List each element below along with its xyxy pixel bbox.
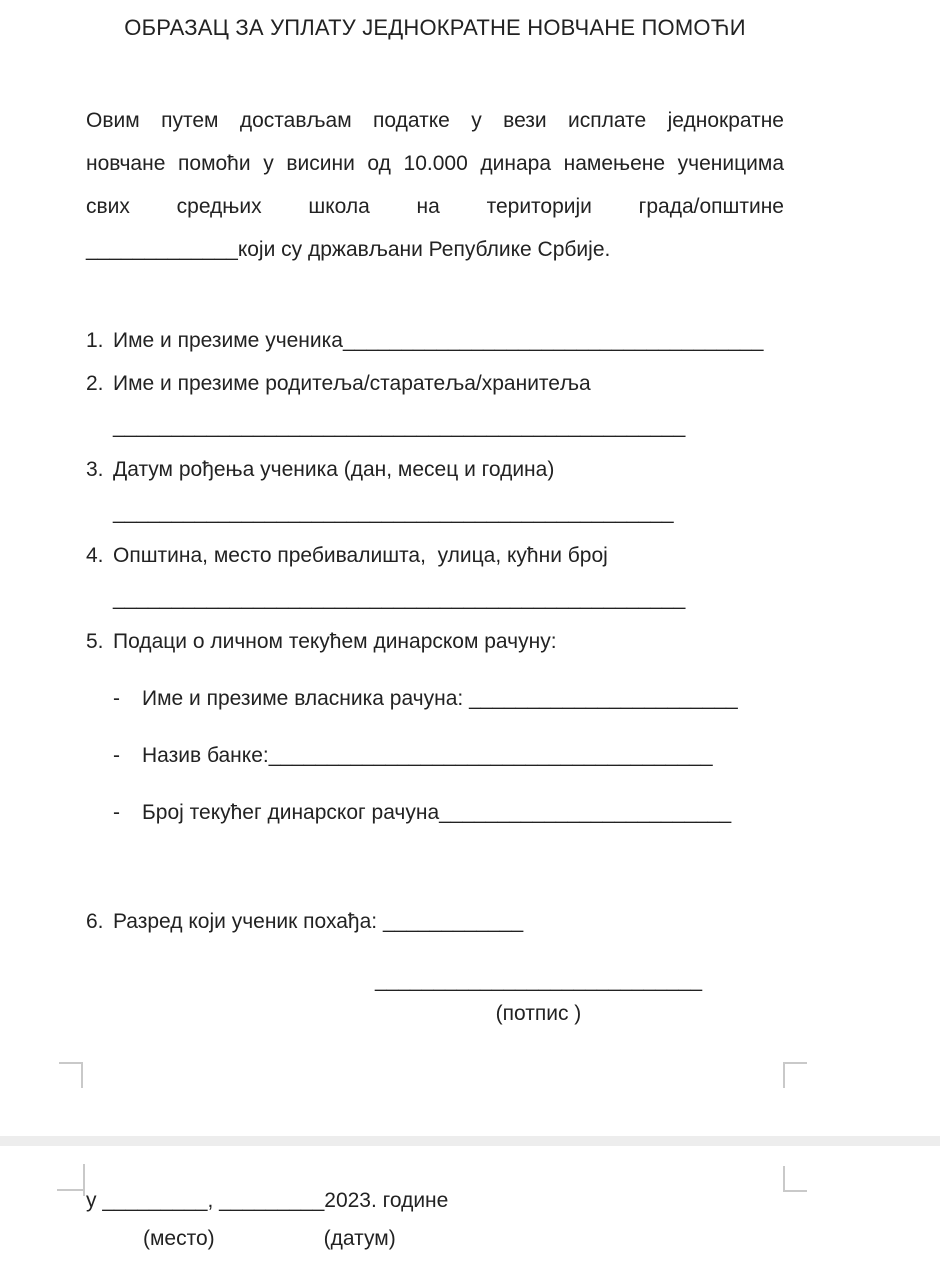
item-3-fill-line: ________________________________________________ bbox=[113, 501, 674, 524]
item-5-number: 5. bbox=[86, 630, 104, 653]
intro-line-4-with-blank: _____________који су држављани Републике Србије. bbox=[86, 238, 611, 261]
item-4-number: 4. bbox=[86, 544, 104, 567]
u-prefix: у bbox=[86, 1189, 103, 1212]
item-2-fill-line: _________________________________________________ bbox=[113, 415, 686, 438]
dash-bullet: - bbox=[113, 744, 120, 767]
intro-line-3: свих средњих школа на територији града/општине bbox=[86, 195, 784, 218]
signature-block bbox=[375, 963, 702, 1029]
place-date-captions bbox=[86, 1224, 448, 1254]
intro-paragraph bbox=[86, 99, 784, 271]
sub-item-account-owner bbox=[113, 677, 784, 720]
document-title: ОБРАЗАЦ ЗА УПЛАТУ ЈЕДНОКРАТНЕ НОВЧАНЕ ПОМОЋИ bbox=[124, 15, 746, 40]
sub-item-bank-name bbox=[113, 734, 784, 777]
separator-comma: , bbox=[207, 1189, 220, 1212]
page1-bottom-left-margin-mark bbox=[59, 1062, 83, 1088]
sub-item-2-fill-blank: ______________________________________ bbox=[268, 744, 713, 767]
page-break-gap bbox=[0, 1136, 940, 1146]
item-3-label: Датум рођења ученика (дан, месец и година) bbox=[113, 458, 555, 481]
sub-item-1-label: Име и презиме власника рачуна: bbox=[142, 687, 470, 710]
list-item-1 bbox=[86, 319, 784, 362]
place-caption: (место) bbox=[143, 1227, 215, 1250]
intro-line-1: Овим путем достављам податке у вези исплате једнократне bbox=[86, 109, 784, 132]
page2-top-left-margin-mark bbox=[57, 1189, 85, 1191]
signature-caption: (потпис ) bbox=[495, 1002, 582, 1025]
signature-line: ____________________________ bbox=[375, 969, 703, 992]
year-text: 2023. године bbox=[324, 1189, 449, 1212]
date-fill-blank: _________ bbox=[219, 1189, 325, 1212]
sub-item-account-number bbox=[113, 791, 784, 834]
sub-item-3-label: Број текућег динарског рачуна bbox=[142, 801, 440, 824]
item-1-fill-blank: ____________________________________ bbox=[342, 329, 764, 352]
item-3-number: 3. bbox=[86, 458, 104, 481]
page2-top-left-margin-mark bbox=[83, 1164, 85, 1196]
item-2-number: 2. bbox=[86, 372, 104, 395]
dash-bullet: - bbox=[113, 801, 120, 824]
item-1-label: Име и презиме ученика bbox=[113, 329, 343, 352]
sub-item-3-fill-blank: _________________________ bbox=[439, 801, 732, 824]
place-fill-blank: _________ bbox=[102, 1189, 208, 1212]
item-5-label: Подаци о личном текућем динарском рачуну: bbox=[113, 630, 557, 653]
list-item-3 bbox=[86, 448, 784, 491]
place-date-line bbox=[86, 1186, 448, 1216]
numbered-list bbox=[86, 319, 784, 943]
item-6-fill-blank: ____________ bbox=[382, 910, 524, 933]
list-item-6 bbox=[86, 900, 784, 943]
list-item-5 bbox=[86, 620, 784, 663]
item-4-label: Општина, место пребивалишта, улица, кућни број bbox=[113, 544, 608, 567]
item-1-number: 1. bbox=[86, 329, 104, 352]
date-caption: (датум) bbox=[323, 1227, 396, 1250]
intro-line-2: новчане помоћи у висини од 10.000 динара намењене ученицима bbox=[86, 152, 784, 175]
page2-top-right-margin-mark bbox=[783, 1166, 807, 1192]
item-6-number: 6. bbox=[86, 910, 104, 933]
page1-bottom-right-margin-mark bbox=[783, 1062, 807, 1088]
place-date-block bbox=[86, 1186, 448, 1254]
sub-item-1-fill-blank: _______________________ bbox=[469, 687, 738, 710]
item-6-label: Разред који ученик похађа: bbox=[113, 910, 383, 933]
sub-item-2-label: Назив банке: bbox=[142, 744, 269, 767]
list-item-4 bbox=[86, 534, 784, 577]
list-item-2 bbox=[86, 362, 784, 405]
item-4-fill-line: _________________________________________________ bbox=[113, 587, 686, 610]
dash-bullet: - bbox=[113, 687, 120, 710]
item-2-label: Име и презиме родитеља/старатеља/хранитеља bbox=[113, 372, 591, 395]
